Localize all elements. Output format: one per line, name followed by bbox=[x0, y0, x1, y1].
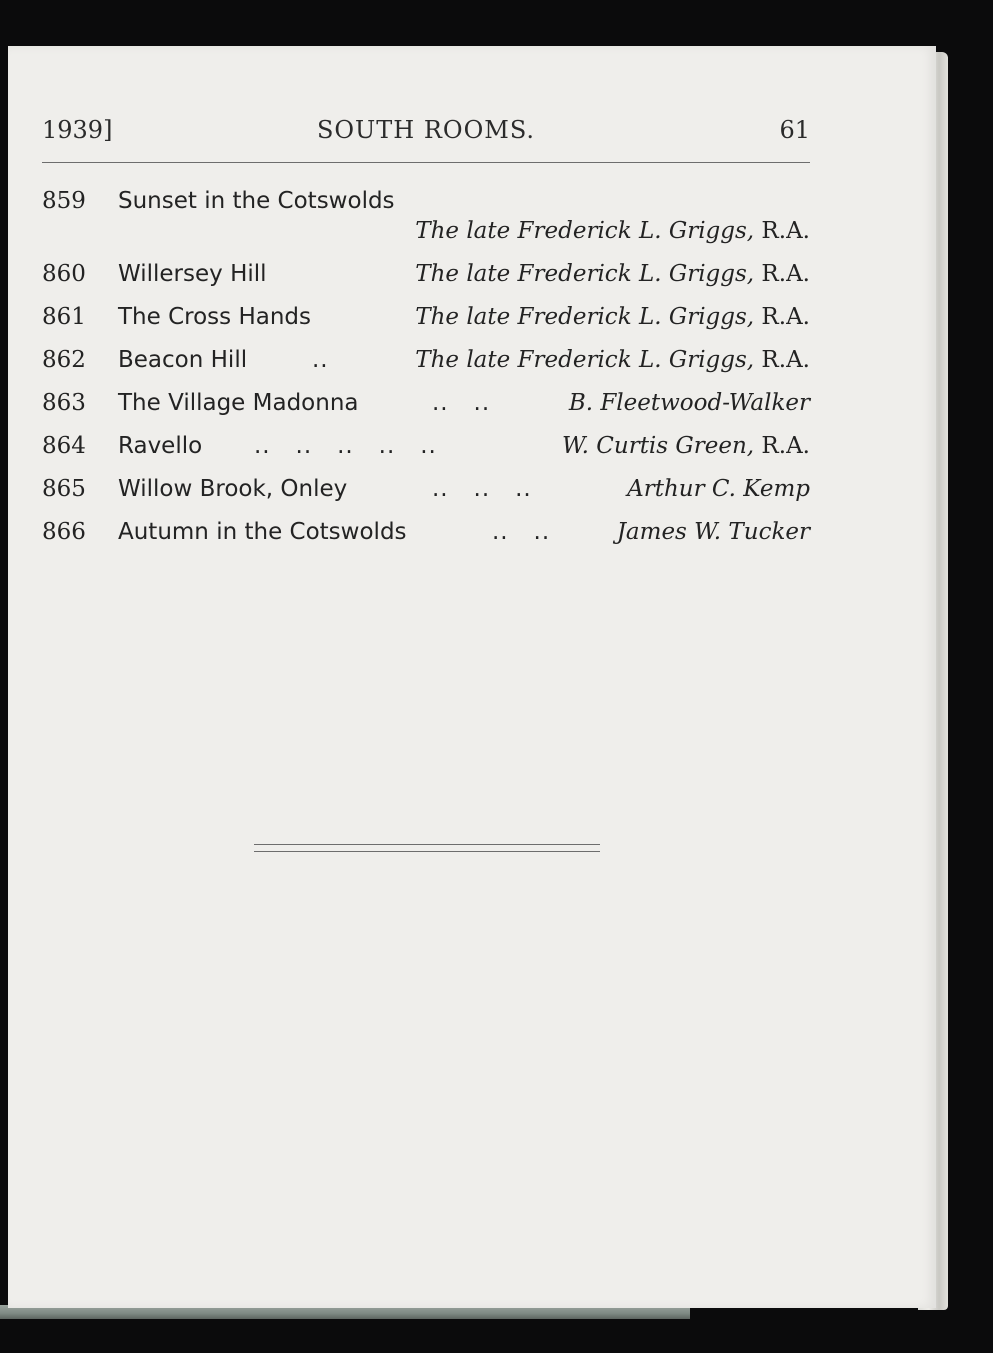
entry-title: Willow Brook, Onley bbox=[118, 476, 348, 502]
artist-suffix: R.A. bbox=[754, 304, 810, 330]
entry-number: 861 bbox=[42, 304, 86, 330]
leader-dots: .. .. bbox=[432, 390, 491, 416]
entry-title: Sunset in the Cotswolds bbox=[118, 188, 395, 214]
catalogue-entry bbox=[42, 425, 810, 468]
entry-artist bbox=[569, 390, 810, 416]
entry-title: Ravello bbox=[118, 433, 203, 459]
artist-suffix: R.A. bbox=[754, 261, 810, 287]
entry-number: 862 bbox=[42, 347, 86, 373]
entry-artist bbox=[562, 433, 810, 459]
book-page bbox=[8, 46, 936, 1308]
artist-name: W. Curtis Green, bbox=[562, 433, 755, 459]
artist-name: Arthur C. Kemp bbox=[627, 476, 810, 502]
artist-name: B. Fleetwood-Walker bbox=[568, 390, 810, 416]
entry-number: 865 bbox=[42, 476, 86, 502]
catalogue-entry bbox=[42, 382, 810, 425]
leader-dots: .. .. .. .. .. bbox=[254, 433, 437, 459]
artist-suffix: R.A. bbox=[754, 347, 810, 373]
artist-name: James W. Tucker bbox=[616, 519, 810, 545]
entry-number: 864 bbox=[42, 433, 86, 459]
catalogue-entry bbox=[42, 468, 810, 511]
artist-name: The late Frederick L. Griggs, bbox=[415, 347, 755, 373]
running-header bbox=[42, 116, 810, 146]
entry-artist bbox=[415, 261, 810, 287]
entry-title: Beacon Hill bbox=[118, 347, 248, 373]
catalogue-list bbox=[42, 180, 810, 554]
artist-name: The late Frederick L. Griggs, bbox=[415, 304, 755, 330]
entry-artist bbox=[617, 519, 810, 545]
leader-dots: .. .. bbox=[492, 519, 551, 545]
entry-artist bbox=[415, 218, 810, 244]
artist-name: The late Frederick L. Griggs, bbox=[415, 218, 755, 244]
header-rule bbox=[42, 162, 810, 163]
entry-title: Willersey Hill bbox=[118, 261, 267, 287]
catalogue-entry bbox=[42, 180, 810, 253]
artist-suffix: R.A. bbox=[754, 433, 810, 459]
entry-number: 859 bbox=[42, 188, 86, 214]
leader-dots: .. .. .. bbox=[432, 476, 532, 502]
catalogue-entry bbox=[42, 296, 810, 339]
entry-title: The Village Madonna bbox=[118, 390, 359, 416]
entry-title: Autumn in the Cotswolds bbox=[118, 519, 407, 545]
catalogue-entry bbox=[42, 511, 810, 554]
catalogue-entry bbox=[42, 253, 810, 296]
entry-artist bbox=[415, 304, 810, 330]
entry-title: The Cross Hands bbox=[118, 304, 311, 330]
entry-number: 863 bbox=[42, 390, 86, 416]
end-rule bbox=[254, 844, 600, 852]
leader-dots: .. bbox=[312, 347, 329, 373]
entry-number: 866 bbox=[42, 519, 86, 545]
entry-artist bbox=[627, 476, 810, 502]
header-title: SOUTH ROOMS. bbox=[316, 116, 536, 144]
entry-number: 860 bbox=[42, 261, 86, 287]
page-number: 61 bbox=[779, 116, 810, 144]
entry-artist bbox=[415, 347, 810, 373]
artist-suffix: R.A. bbox=[754, 218, 810, 244]
artist-name: The late Frederick L. Griggs, bbox=[415, 261, 755, 287]
catalogue-entry bbox=[42, 339, 810, 382]
header-year: 1939] bbox=[42, 116, 113, 144]
